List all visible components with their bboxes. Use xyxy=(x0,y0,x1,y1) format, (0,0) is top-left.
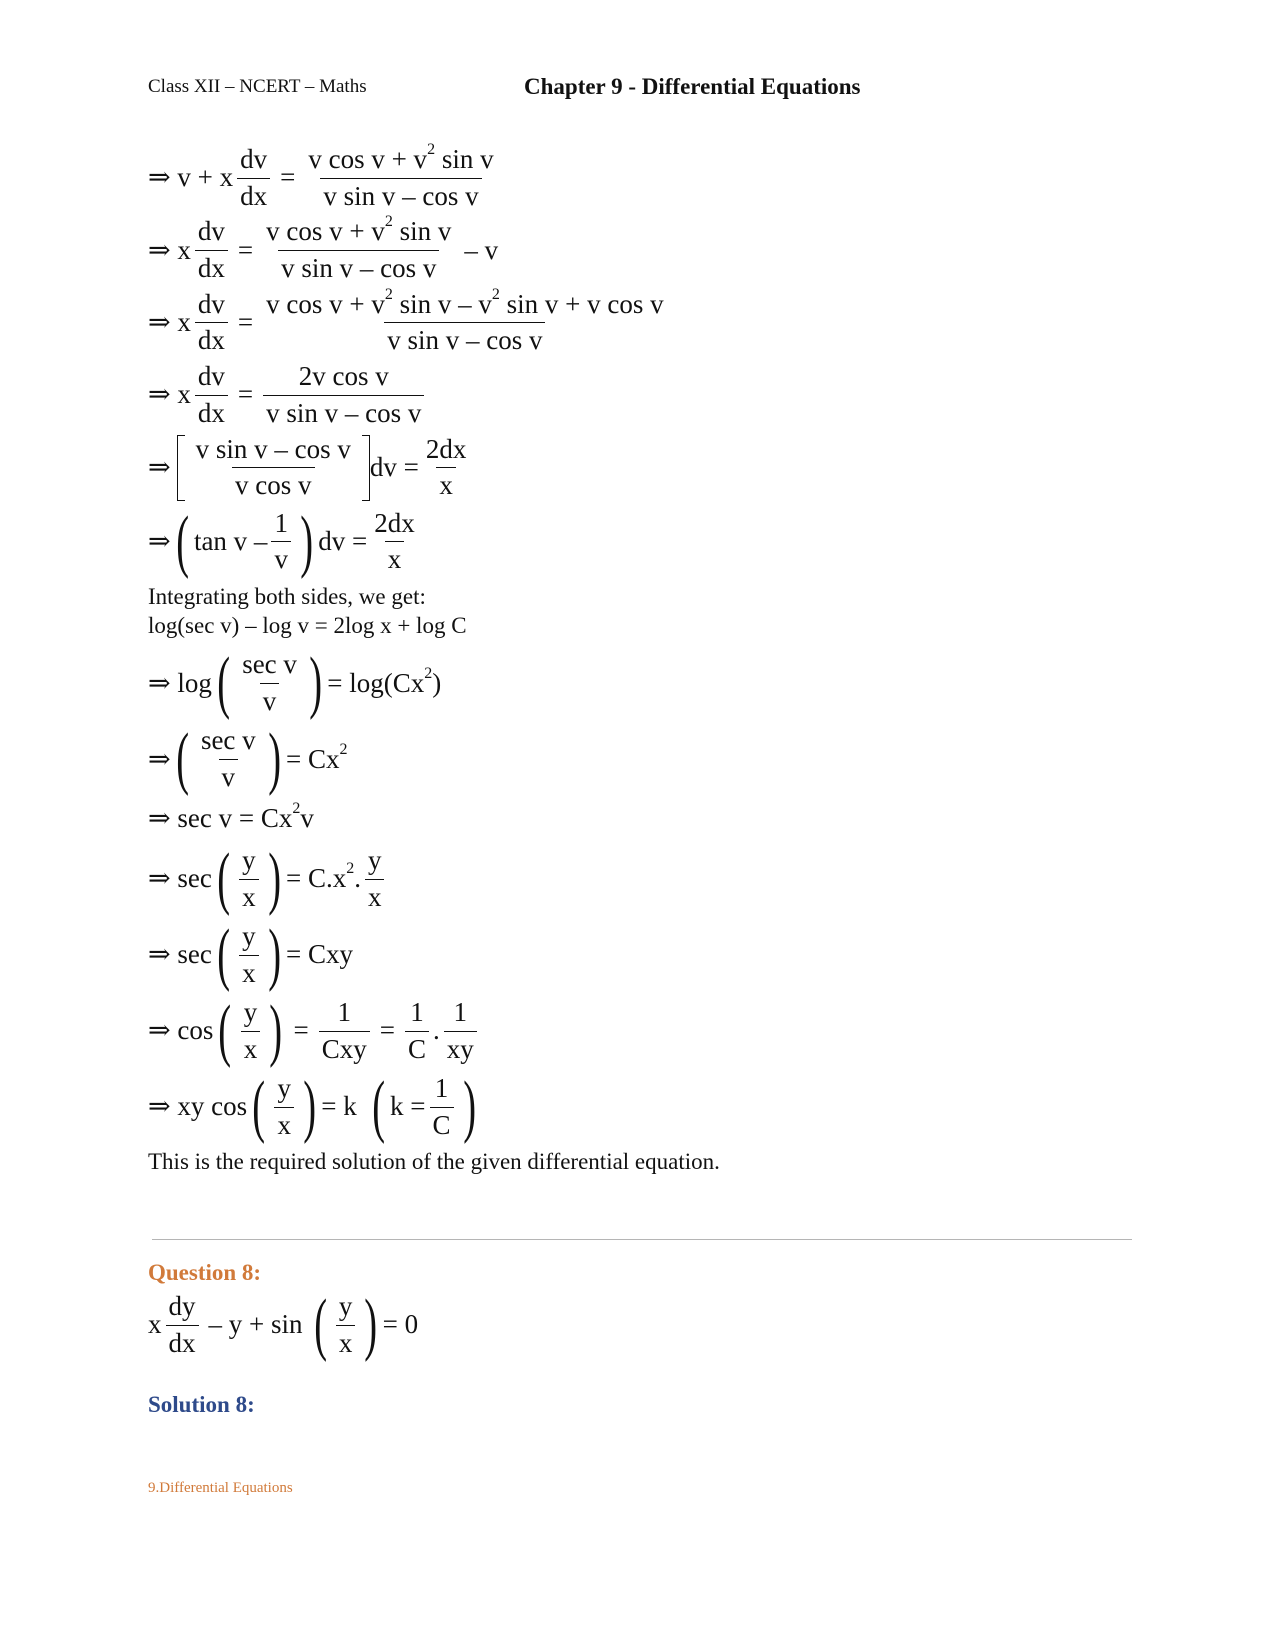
footer-text: 9.Differential Equations xyxy=(148,1480,293,1496)
equation-step-11: ⇒ sec ( $\frac{y}{x}$ ) = Cxy xyxy=(148,916,353,994)
conclusion-text: This is the required solution of the given differential equation. xyxy=(148,1149,720,1175)
integrating-text: Integrating both sides, we get: xyxy=(148,583,426,609)
question-equation: x $\frac{dy}{dx}$ – y + sin ( $\frac{y}{x}$ ) = 0 xyxy=(148,1286,419,1363)
equation-step-2: ⇒ x $\frac{dv}{dx}$ = $\frac{v \cos v + v^2 \sin v}{\text{v sin v – cos v}}$ – v xyxy=(148,213,499,284)
header-chapter-title: Chapter 9 - Differential Equations xyxy=(524,74,861,99)
equation-step-7: ⇒ log ( $\frac{\text{sec v}}{v}$ ) = $\log(Cx^2)$ xyxy=(148,644,442,722)
equation-step-12: ⇒ cos ( $\frac{y}{x}$ ) = $\frac{1}{\text{Cxy}}$ = $\frac{1}{C}$ . $\frac{1}{xy}$ xyxy=(148,996,1198,1066)
section-divider xyxy=(152,1239,1132,1240)
solution-steps xyxy=(148,141,1198,1177)
equation-step-5: ⇒ $\frac{\text{v sin v – cos v}}{\text{v cos v}}$ dv = $\frac{2dx}{x}$ xyxy=(148,433,467,501)
equation-step-8: ⇒ ( $\frac{\text{sec v}}{v}$ ) = $Cx^2$ xyxy=(148,720,348,798)
equation-step-9: ⇒ $\sec v = Cx^2v$ xyxy=(148,800,314,834)
equation-step-1: ⇒ v + x $\frac{dv}{dx}$ = $\frac{v \cos v + v^2 \sin v}{\text{v sin v – cos v}}$ xyxy=(148,141,494,211)
equation-step-4: ⇒ x $\frac{dv}{dx}$ = $\frac{\text{2v cos v}}{\text{v sin v – cos v}}$ xyxy=(148,362,1198,428)
equation-step-10: ⇒ sec ( $\frac{y}{x}$ ) = $C.x^2$. $\frac{y}{x}$ xyxy=(148,844,1198,914)
question-label: Question 8: xyxy=(148,1260,262,1285)
equation-step-6: ⇒ ( tan v – $\frac{1}{v}$ ) dv = $\frac{2dx}{x}$ xyxy=(148,502,415,580)
equation-step-3: ⇒ x $\frac{dv}{dx}$ = $\frac{v \cos v + v^2 \sin v - v^2 \sin v + v \cos v}{\text{v sin v – cos v}}$ xyxy=(148,285,664,356)
solution-label: Solution 8: xyxy=(148,1392,255,1417)
equation-step-13: ⇒ xy cos ( $\frac{y}{x}$ ) = k ( k = $\frac{1}{C}$ ) xyxy=(148,1068,476,1146)
log-equation-line: log(sec v) – log v = 2log x + log C xyxy=(148,612,467,638)
header-class-label: Class XII – NCERT – Maths xyxy=(148,76,367,97)
